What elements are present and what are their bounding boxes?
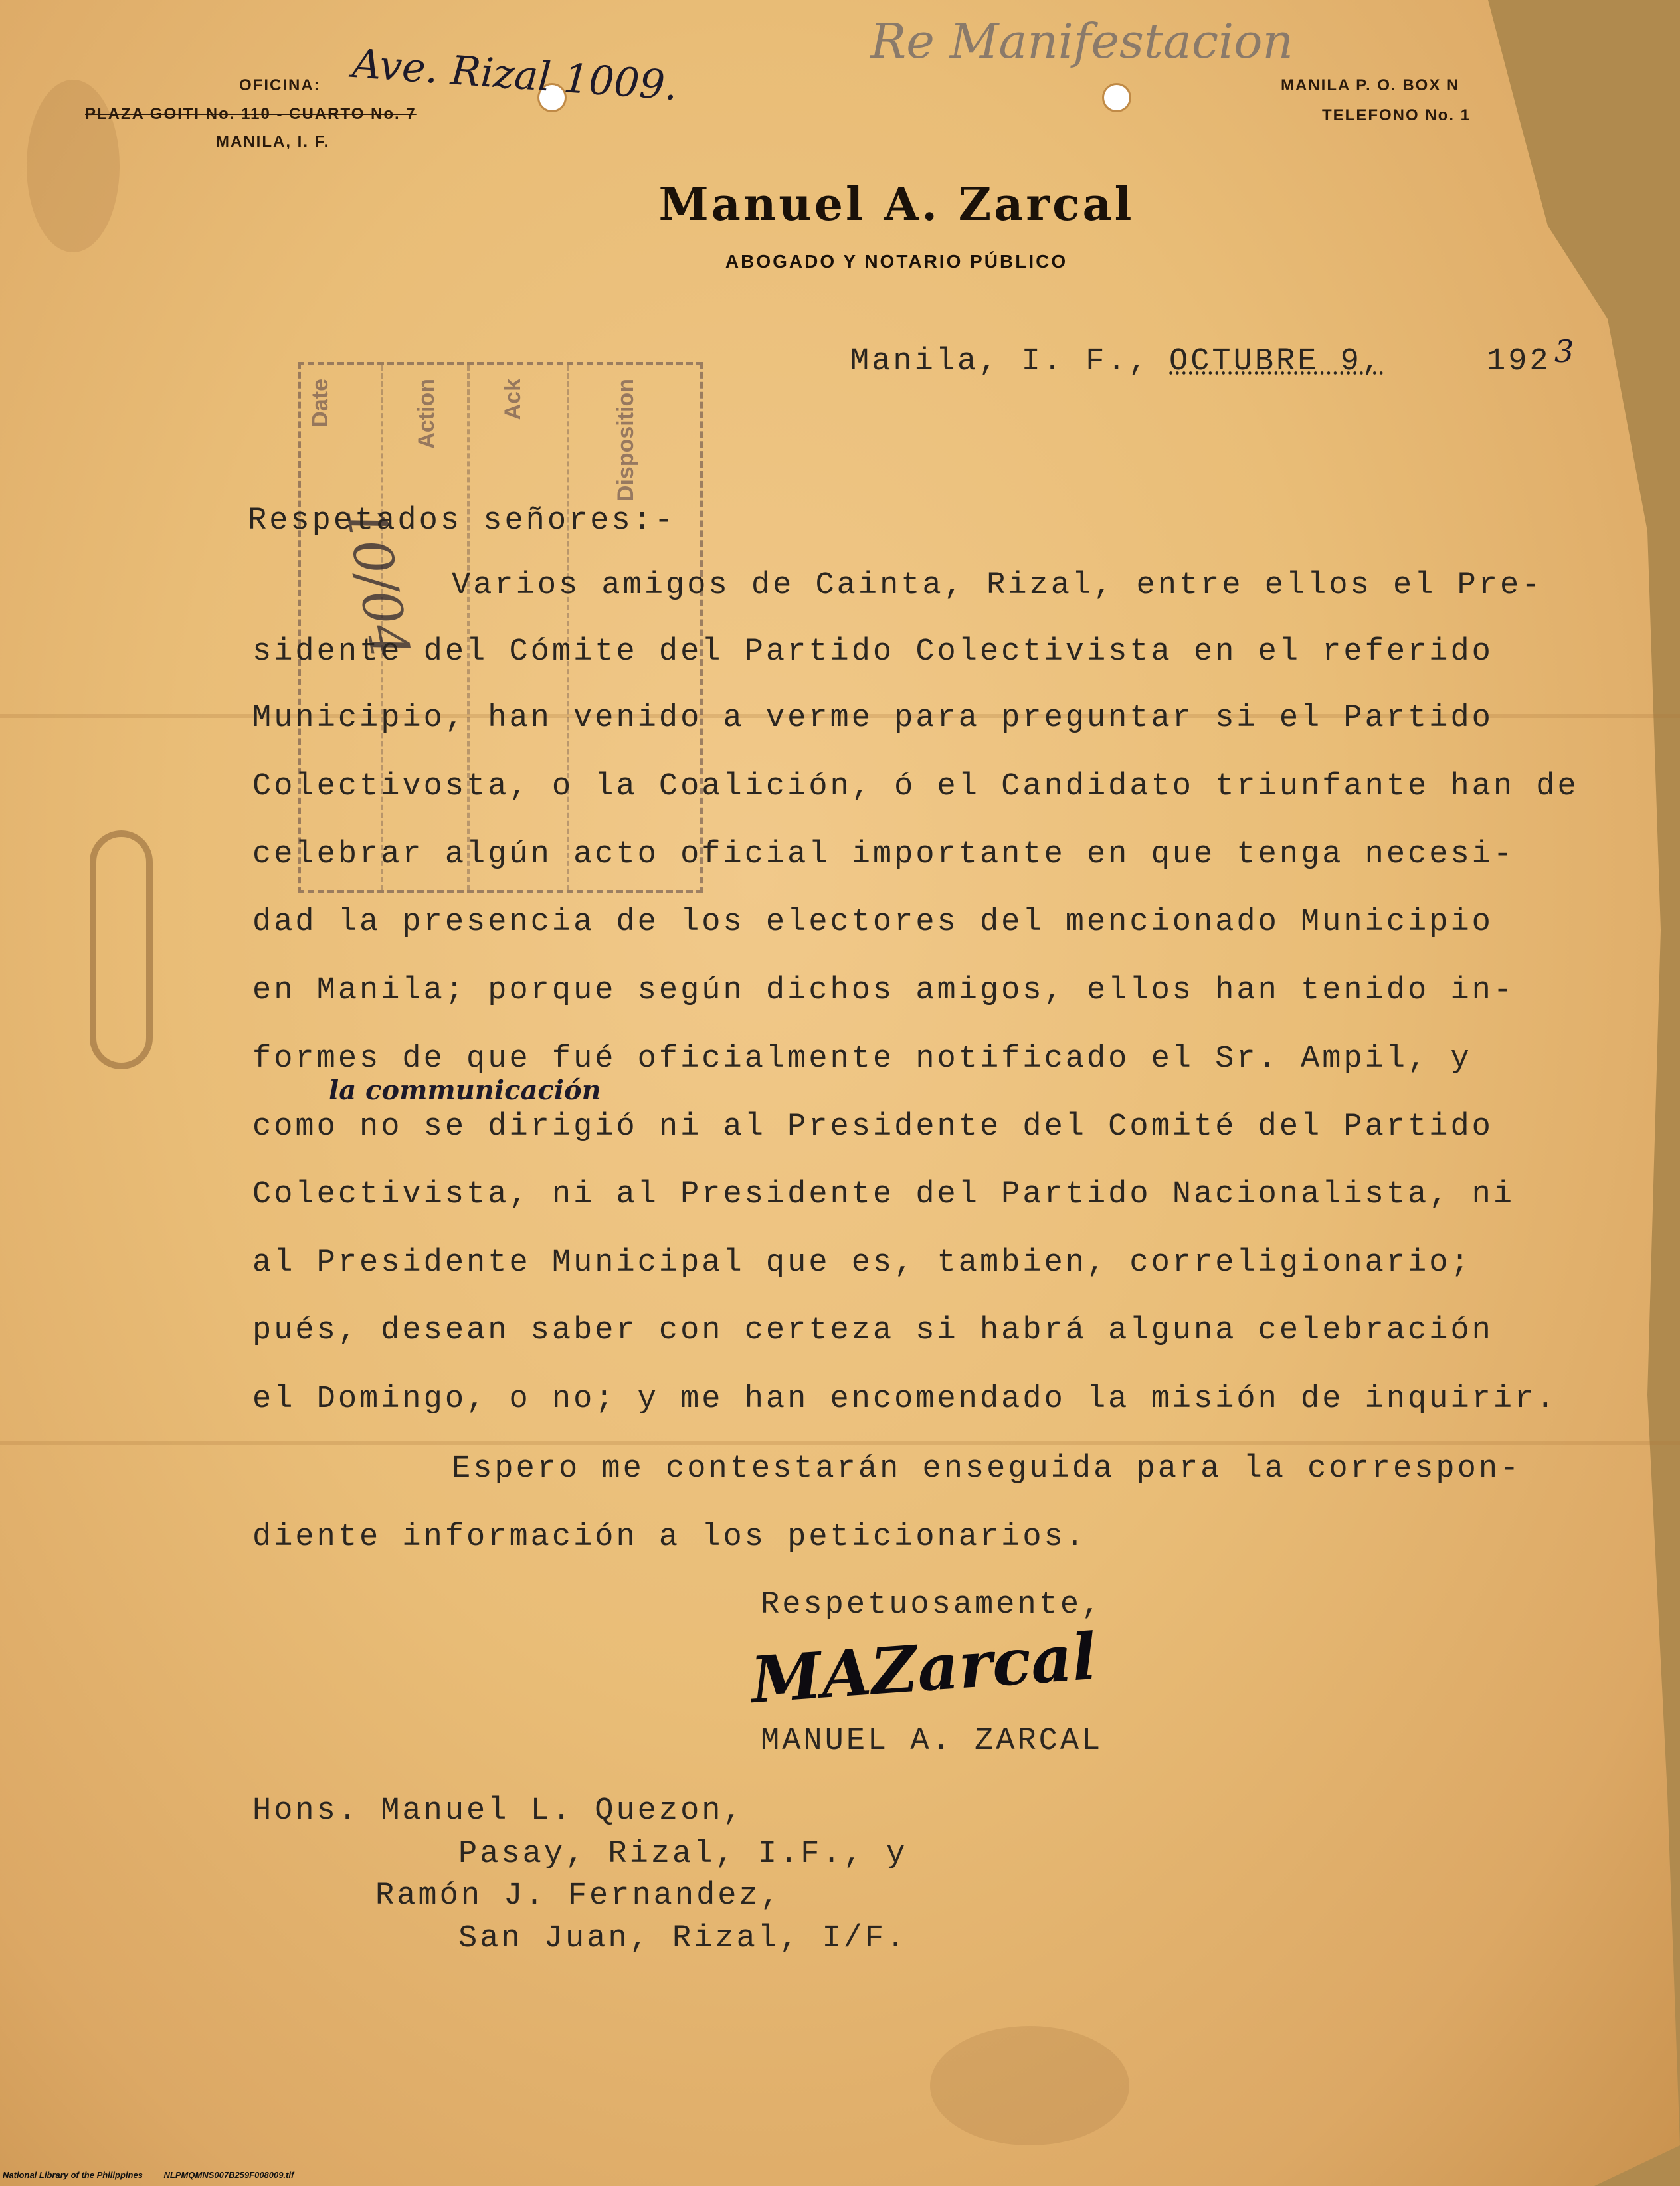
letterhead-name: Manuel A. Zarcal [658,178,1135,231]
body-line: sidente del Cómite del Partido Colectivista en el referido [252,634,1493,670]
stamp-line: Ack [500,379,525,420]
body-line: Colectivista, ni al Presidente del Partido Nacionalista, ni [252,1177,1515,1212]
file-name: NLPMQMNS007B259F008009.tif [163,2170,294,2180]
stamp-line: Date [308,379,333,428]
paperclip-mark [90,830,153,1069]
addressee-line: Pasay, Rizal, I.F., y [458,1837,908,1872]
date-place: Manila, I. F., [850,344,1150,379]
city-line: MANILA, I. F. [216,133,330,151]
body-line: en Manila; porque según dichos amigos, ellos han tenido in- [252,973,1515,1008]
stamp-divider [467,365,472,890]
body-line: formes de que fué oficialmente notificado el Sr. Ampil, y [252,1042,1472,1077]
signature: MAZarcal [748,1618,1099,1718]
office-handwritten-address: Ave. Rizal 1009. [351,40,680,110]
stamp-line: Action [414,379,439,449]
old-address-struck: PLAZA GOITI No. 110 - CUARTO No. 7 [85,105,417,123]
body-line: dad la presencia de los electores del mencionado Municipio [252,905,1493,940]
water-stain [930,2026,1129,2145]
stamp-line: Disposition [613,379,638,502]
body-line: Colectivosta, o la Coalición, ó el Candidato triunfante han de [252,769,1579,804]
signer-name: MANUEL A. ZARCAL [761,1724,1103,1759]
body-line: Varios amigos de Cainta, Rizal, entre ellos el Pre- [452,568,1543,603]
body-line: al Presidente Municipal que es, tambien, correligionario; [252,1245,1472,1281]
stamp-divider [567,365,571,890]
date-year: 192 [1487,344,1551,379]
addressee-line: San Juan, Rizal, I/F. [458,1921,908,1956]
body-line: Espero me contestarán enseguida para la correspon- [452,1451,1522,1487]
letterhead-title: ABOGADO Y NOTARIO PÚBLICO [725,251,1068,272]
stamp-handwritten-date: 10/04 [333,501,422,664]
body-line: celebrar algún acto oficial importante en que tenga necesi- [252,837,1515,872]
telephone: TELEFONO No. 1 [1322,106,1471,124]
body-line: Municipio, han venido a verme para preguntar si el Partido [252,701,1493,736]
body-line: pués, desean saber con certeza si habrá alguna celebración [252,1313,1493,1348]
addressee-line: Ramón J. Fernandez, [375,1878,782,1914]
archive-footer [3,2170,312,2180]
library-name: National Library of the Philippines [3,2170,143,2180]
salutation: Respetados señores:- [248,503,676,539]
closing: Respetuosamente, [761,1588,1103,1623]
body-line: como no se dirigió ni al Presidente del Comité del Partido [252,1109,1493,1144]
date-year-handwritten: 3 [1554,333,1574,369]
po-box: MANILA P. O. BOX N [1281,76,1460,94]
date-day: OCTUBRE 9, [1169,344,1384,379]
body-line: diente información a los peticionarios. [252,1520,1087,1555]
addressee-line: Hons. Manuel L. Quezon, [252,1793,745,1829]
office-label: OFICINA: [239,76,321,94]
fold-line [0,1441,1680,1445]
body-line: el Domingo, o no; y me han encomendado la misión de inquirir. [252,1382,1558,1417]
punch-hole [1104,85,1129,110]
handwritten-insertion: la communicación [329,1075,601,1106]
receipt-stamp [298,362,703,893]
top-annotation: Re Manifestacion [870,13,1293,69]
